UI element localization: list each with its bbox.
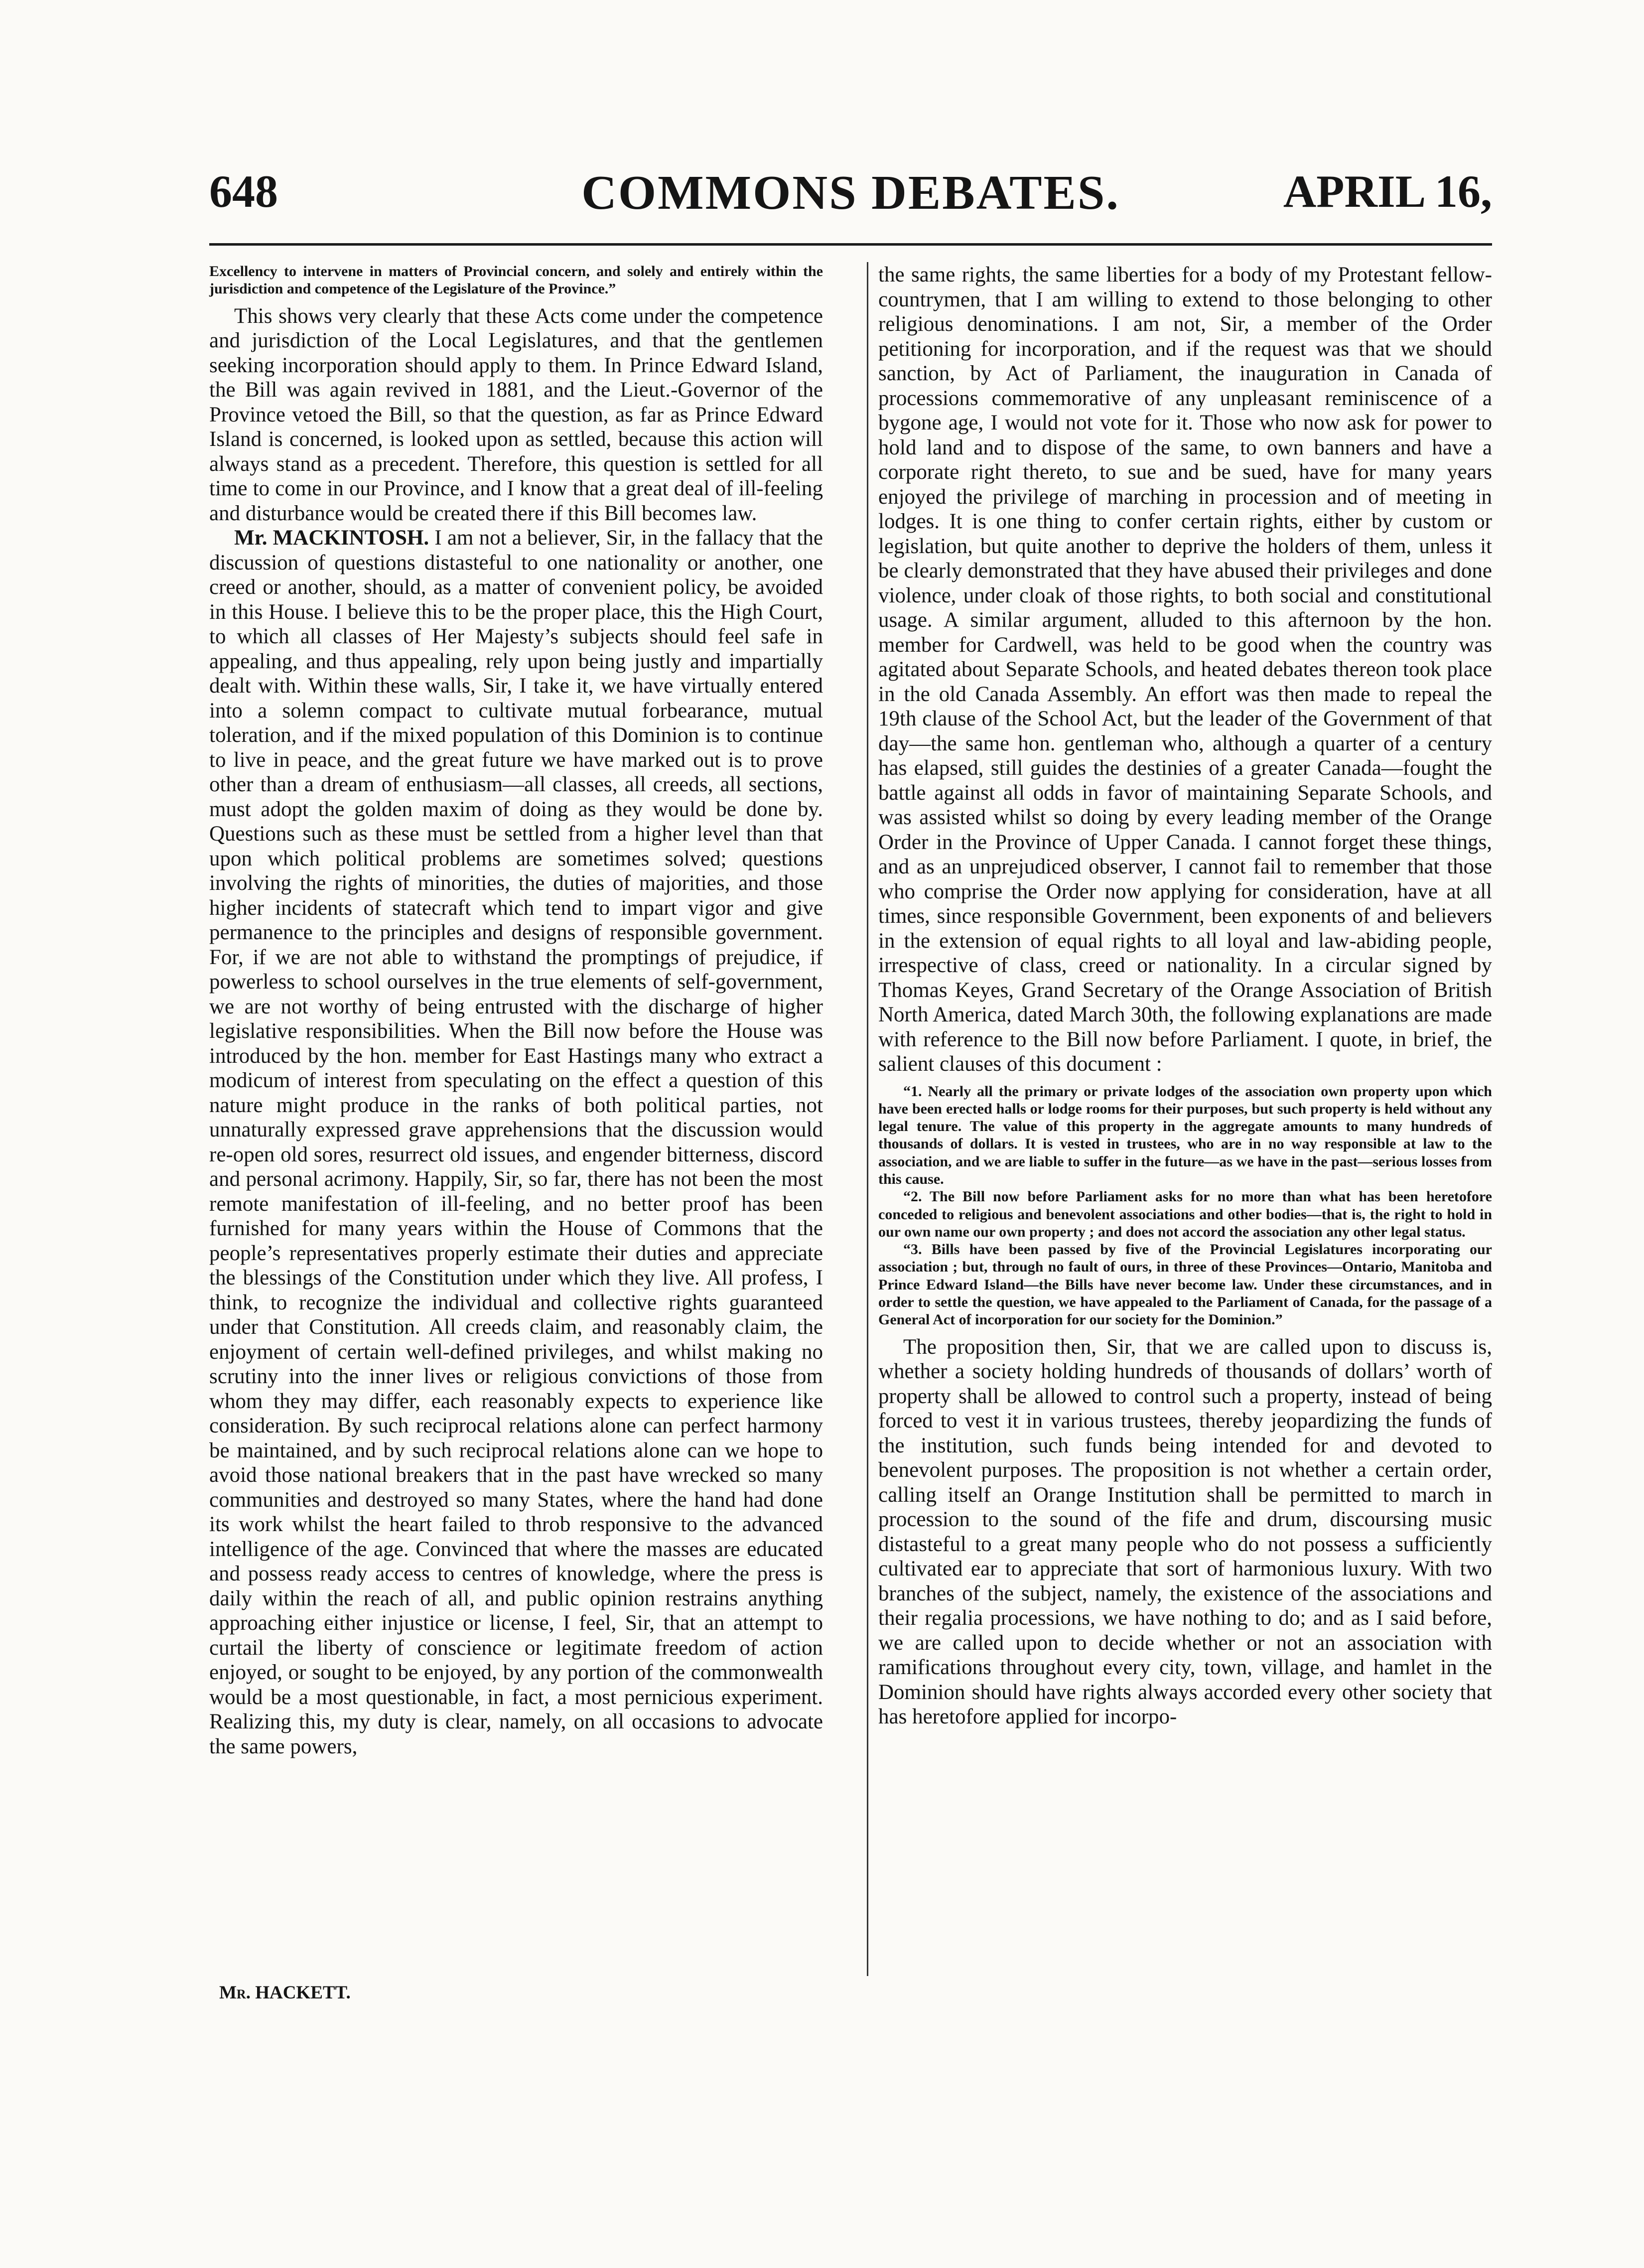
left-paragraph-2-text: I am not a believer, Sir, in the fallacy that the discussion of questions distasteful to one nationality or another, one creed or another, should, as a matter of convenient policy, be avoided in this House. I believe this to be the proper place, this the High Court, to which all classes of Her Majesty’s subjects should feel safe in appealing, and thus appealing, rely upon being justly and impartially dealt with. Within these walls, Sir, I take it, we have virtually entered into a solemn compact to cultivate mutual forbearance, mutual toleration, and if the mixed population of this Dominion is to continue to live in peace, and the great future we have marked out is to prove other than a dream of enthusiasm—all classes, all creeds, all sections, must adopt the golden maxim of doing as they would be done by. Questions such as these must be settled from a higher level than that upon which political problems are sometimes solved; questions involving the rights of minorities, the duties of majorities, and those higher incidents of statecraft which tend to impart vigor and give permanence to the principles and designs of responsible government. For, if we are not able to withstand the promptings of prejudice, if powerless to school ourselves in the true elements of self-government, we are not worthy of being entrusted with the discharge of higher legislative responsibilities. When the Bill now before the House was introduced by the hon. member for East Hastings many who extract a modicum of interest from speculating on the effect a question of this nature might produce in the ranks of both political parties, not unnaturally expressed grave apprehensions that the discussion would re-open old sores, resurrect old issues, and engender bitterness, discord and personal acrimony. Happily, Sir, so far, there has not been the most remote manifestation of ill-feeling, and no better proof has been furnished for many years within the House of Commons that the people’s representatives properly estimate their duties and appreciate the blessings of the Constitution under which they live. All profess, I think, to recognize the individual and collective rights guaranteed under that Constitution. All creeds claim, and reasonably claim, the enjoyment of certain well-defined privileges, and whilst making no scrutiny into the inner lives or religious convictions of those from whom they may differ, each reasonably expects to experience like consideration. By such reciprocal relations alone can perfect harmony be maintained, and by such reciprocal relations alone can we hope to avoid those national breakers that in the past have wrecked so many communities and destroyed so many States, where the hand had done its work whilst the heart failed to throb responsive to the advanced intelligence of the age. Convinced that where the masses are educated and possess ready access to centres of knowledge, where the press is daily within the reach of all, and public opinion restrains anything approaching either injustice or license, I feel, Sir, that an attempt to curtail the liberty of conscience or legitimate freedom of action enjoyed, or sought to be enjoyed, by any portion of the commonwealth would be a most questionable, in fact, a most pernicious experiment. Realizing this, my duty is clear, namely, on all occasions to advocate the same powers, <box>209 526 823 1758</box>
left-text-column <box>209 263 823 1759</box>
speaker-name: Mr. MACKINTOSH. <box>234 526 429 550</box>
footer-speaker-mark: Mr. HACKETT. <box>219 1983 351 2003</box>
circular-clause-2: “2. The Bill now before Parliament asks for no more than what has been heretofore conceded to religious and benevolent associations and other bodies—that is, the right to hold in our own name our own property ; and does not accord the association any other legal status. <box>878 1188 1492 1240</box>
page-number: 648 <box>209 166 278 217</box>
page-date: APRIL 16, <box>1283 166 1492 217</box>
column-divider <box>867 262 868 1976</box>
circular-clause-3: “3. Bills have been passed by five of the Provincial Legislatures incorporating our association ; but, through no fault of ours, in three of these Provinces—Ontario, Manitoba and Prince Edward Island—the Bills have never become law. Under these circumstances, and in order to settle the question, we have appealed to the Parliament of Canada, for the passage of a General Act of incorporation for our society for the Dominion.” <box>878 1241 1492 1328</box>
left-paragraph-1: This shows very clearly that these Acts come under the competence and jurisdiction of the Local Legislatures, and that the gentlemen seeking incorporation should apply to them. In Prince Edward Island, the Bill was again revived in 1881, and the Lieut.-Governor of the Province vetoed the Bill, so that the question, as far as Prince Edward Island is concerned, is looked upon as settled, because this action will always stand as a precedent. Therefore, this question is settled for all time to come in our Province, and I know that a great deal of ill-feeling and disturbance would be created there if this Bill becomes law. <box>209 304 823 525</box>
page-header <box>209 168 1492 246</box>
circular-clause-1: “1. Nearly all the primary or private lodges of the association own property upon which have been erected halls or lodge rooms for their purposes, but such property is held without any legal tenure. The value of this property in the aggregate amounts to many hundreds of thousands of dollars. It is vested in trustees, who are in no way responsible at law to the association, and we are liable to suffer in the future—as we have in the past—serious losses from this cause. <box>878 1083 1492 1187</box>
right-paragraph-1: the same rights, the same liberties for a body of my Protestant fellow-countrymen, that I am willing to extend to those belonging to other religious denominations. I am not, Sir, a member of the Order petitioning for incorporation, and if the request was that we should sanction, by Act of Parliament, the inauguration in Canada of processions commemorative of any unpleasant reminiscence of a bygone age, I would not vote for it. Those who now ask for power to hold land and to dispose of the same, to own banners and have a corporate right thereto, to sue and be sued, have for many years enjoyed the privilege of marching in procession and of meeting in lodges. It is one thing to confer certain rights, either by custom or legislation, but quite another to deprive the holders of them, unless it be clearly demonstrated that they have abused their privileges and done violence, under cloak of those rights, to both social and constitutional usage. A similar argument, alluded to this afternoon by the hon. member for Cardwell, was held to be good when the country was agitated about Separate Schools, and heated debates thereon took place in the old Canada Assembly. An effort was then made to repeal the 19th clause of the School Act, but the leader of the Government of that day—the same hon. gentleman who, although a quarter of a century has elapsed, still guides the destinies of a greater Canada—fought the battle against all odds in favor of maintaining Separate Schools, and was assisted whilst so doing by every leading member of the Orange Order in the Province of Upper Canada. I cannot forget these things, and as an unprejudiced observer, I cannot fail to remember that those who comprise the Order now applying for consideration, have at all times, since responsible Government, been exponents of and believers in the extension of equal rights to all loyal and law-abiding people, irrespective of class, creed or nationality. In a circular signed by Thomas Keyes, Grand Secretary of the Orange Association of British North America, dated March 30th, the following explanations are made with reference to the Bill now before Parliament. I quote, in brief, the salient clauses of this document : <box>878 263 1492 1076</box>
journal-title: COMMONS DEBATES. <box>581 166 1120 220</box>
right-paragraph-2: The proposition then, Sir, that we are called upon to discuss is, whether a society holding hundreds of thousands of dollars’ worth of property shall be allowed to control such a property, instead of being forced to vest it in various trustees, thereby jeopardizing the funds of the institution, such funds being intended for and devoted to benevolent purposes. The proposition is not whether a certain order, calling itself an Orange Institution shall be permitted to march in procession to the sound of the fife and drum, discoursing music distasteful to a great many people who do not possess a sufficiently cultivated ear to appreciate that sort of harmonious luxury. With two branches of the subject, namely, the existence of the associations and their regalia processions, we have nothing to do; and as I said before, we are called upon to decide whether or not an association with ramifications throughout every city, town, village, and hamlet in the Dominion should have rights always accorded every other society that has heretofore applied for incorpo- <box>878 1335 1492 1729</box>
right-text-column <box>878 263 1492 1729</box>
orange-association-circular-quote <box>878 1083 1492 1329</box>
left-column-opening-quote: Excellency to intervene in matters of Provincial concern, and solely and entirely within the jurisdiction and competence of the Legislature of the Province.” <box>209 263 823 297</box>
left-paragraph-2 <box>209 526 823 1759</box>
